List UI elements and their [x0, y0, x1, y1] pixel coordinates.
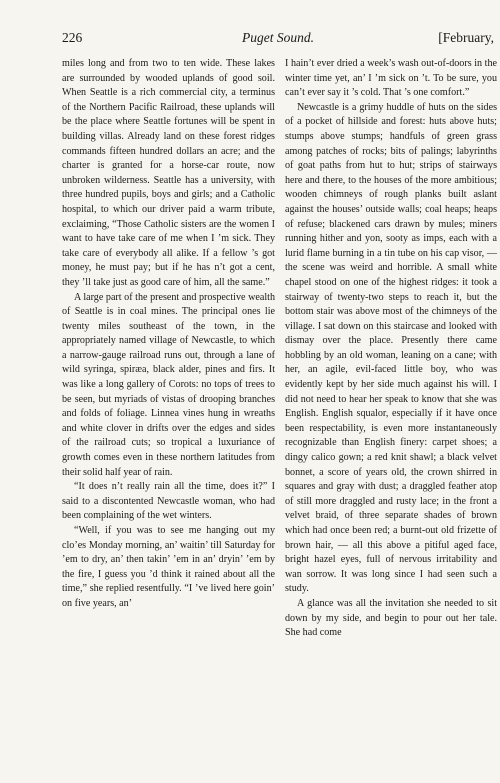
- paragraph: “It does n’t really rain all the time, does it?” I said to a discontented Newcastle woman, who had been complaining of the wet winters.: [62, 481, 275, 522]
- right-column: [285, 57, 497, 641]
- running-header: [62, 30, 494, 48]
- paragraph: I hain’t ever dried a week’s wash out-of-doors in the winter time yet, an’ I ’m sick on ’t. To be sure, you can’t ever say it ’s cold. That ’s one comfort.”: [285, 58, 497, 99]
- paragraph: Newcastle is a grimy huddle of huts on the sides of a pocket of hillside and forest: huts above huts; stumps above stumps; handfuls of green grass among patches of rocks; bits of palings; labyrinths of goat paths from hut to hut; strips of stairways here and there, to the houses of the more ambitious; wooden chimneys of rough planks built aslant against the houses’ outside walls; coal heaps; heaps of refuse; blackened cars drawn by mules; miners running hither and yon, sooty as imps, each with a lurid flame burning in a tin tube on his cap visor, — the scene was weird and horrible. A small white chapel stood on one of the highest ridges: it took a stairway of twenty-two steps to reach it, but the bottom stair was above most of the chimneys of the village. I sat down on this staircase and looked with dismay over the place. Presently there came hobbling by an old woman, leaning on a cane; with her, an agile, evil-faced little boy, who was evidently kept by her side much against his will. I did not need to hear her speak to know that she was English. English squalor, especially if it have once been respectability, is even more instantaneously recognizable than English finery: carpet shoes; a dingy calico gown; a red knit shawl; a black velvet bonnet, a score of years old, the crown shirred in squares and gray with dust; a draggled feather atop of still more draggled and rusty lace; in the front a velvet braid, of three separate shades of brown which had once been red; a burnt-out old frizette of brown hair, — all this above a pitiful aged face, bright hazel eyes, full of nervous irritability and wan sorrow. It was long since I had seen such a study.: [285, 101, 497, 595]
- paragraph: A large part of the present and prospective wealth of Seattle is in coal mines. The principal ones lie twenty miles southeast of the town, in the appropriately named village of Newcastle, to which a narrow-gauge railroad runs out, through a lane of wild syringa, spiræa, black alder, pines and firs. It was like a long gallery of Corots: no tops of trees to be seen, but myriads of vistas of drooping branches and folds of foliage. Linnea vines hung in wreaths and white clover in drifts over the edges and sides of the railroad cuts; so tropical a luxuriance of growth comes even in these northern latitudes from their solid half year of rain.: [62, 291, 275, 478]
- left-column: [62, 57, 275, 612]
- paragraph: miles long and from two to ten wide. These lakes are surrounded by wooded uplands of good soil. When Seattle is a rich commercial city, a terminus of the Northern Pacific Railroad, these uplands will be the place where Seattle fortunes will be spent in building villas. Already land on these forest ridges commands fifteen hundred dollars an acre; and the charter is granted for a horse-car route, now unbroken wilderness. Seattle has a university, with three hundred pupils, boys and girls; and a Catholic hospital, to which our driver paid a warm tribute, exclaiming, “Those Catholic sisters are the women I want to have take care of me when I ’m sick. They take care of everybody all alike. If a fellow ’s got money, he must pay; but if he has n’t got a cent, they ’ll take just as good care of him, all the same.”: [62, 58, 275, 288]
- paragraph: “Well, if you was to see me hanging out my clo’es Monday morning, an’ waitin’ till Saturday for ’em to dry, an’ then takin’ ’em in an’ dryin’ ’em by the fire, I guess you ’d think it rained about all the time,” she replied resentfully. “I ’ve lived here goin’ on five years, an’: [62, 525, 275, 609]
- running-title: Puget Sound.: [242, 30, 314, 45]
- paragraph: A glance was all the invitation she needed to sit down by my side, and begin to pour out her tale. She had come: [285, 597, 497, 639]
- page-number: 226: [62, 30, 83, 45]
- header-month: [February,: [438, 30, 494, 45]
